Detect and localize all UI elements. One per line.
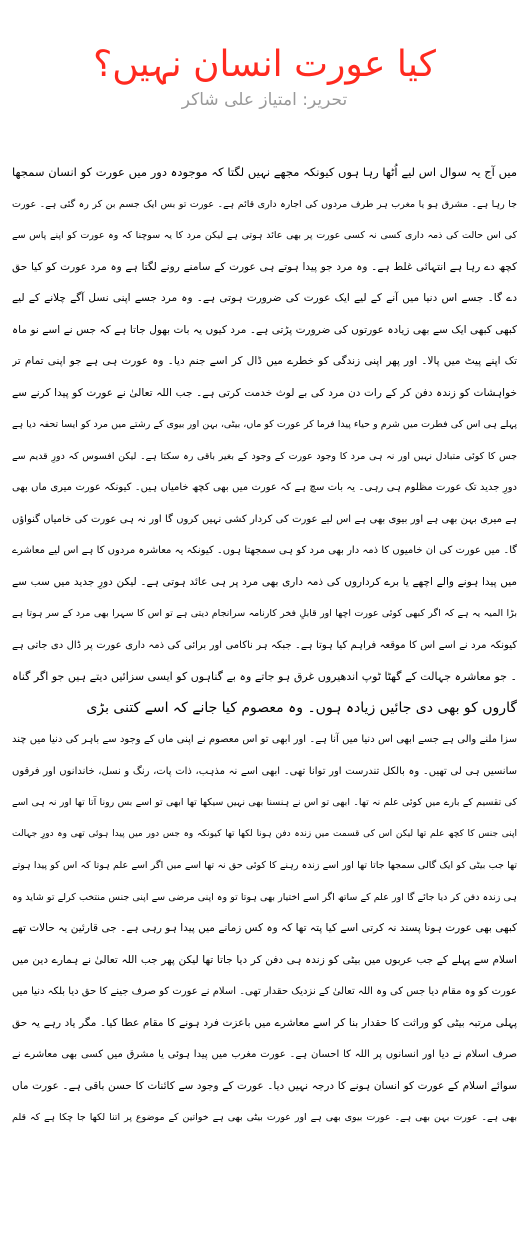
article-line: پہلے ہی اس کی فطرت میں شرم و حیاء پیدا فرما کر عورت کو ماں، بیٹی، بہن اور بیوی کے رشتے میں مرد کو ایسا تحفہ دیا ہے [12, 419, 517, 430]
article-line: بھی ہے۔ عورت بہن بھی ہے۔ عورت بیوی بھی ہے اور عورت بیٹی بھی ہے خواتین کے موضوع پر اتنا لکھا جا چکا ہے کہ قلم [12, 1112, 517, 1123]
article-line: جا رہا ہے۔ مشرق ہو یا مغرب ہر طرف مردوں کی اجارہ داری قائم ہے۔ عورت تو بس ایک جسم بن کر رہ گئی ہے۔ عورت [12, 198, 517, 210]
article-line: کچھ دے رہا ہے انتہائی غلط ہے۔ وہ مرد جو پیدا ہوتے ہی عورت کے سامنے رونے لگتا ہے وہ مرد عورت کو کیا حق [12, 260, 517, 273]
article-line: کبھی بھی عورت ہونا پسند نہ کرتی اسے کیا پتہ تھا کہ وہ کس زمانے میں پیدا ہو رہی ہے۔ جی قارئین یہ حالات تھے [12, 922, 517, 934]
article-line: اپنی جنس کا کچھ علم تھا لیکن اس کی قسمت میں زندہ دفن ہونا لکھا تھا کیونکہ وہ جس دور میں پیدا ہوئی تھی وہ دورِ جہالت [12, 828, 517, 839]
article-line: کیونکہ مرد نے اسے اس کا موقعہ فراہم کیا ہوتا ہے۔ جبکہ ہر ناکامی اور برائی کی ذمہ داری عورت پر ڈال دی جاتی ہے [12, 639, 517, 651]
article-line: گا۔ میں عورت کی ان خامیوں کا ذمہ دار بھی مرد کو ہی سمجھتا ہوں۔ کیونکہ یہ معاشرہ مردوں کا ہے اس لیے معاشرے [12, 545, 517, 556]
article-line: عورت کو وہ مقام دیا جس کی وہ اللہ تعالیٰ کے نزدیک حقدار تھی۔ اسلام نے عورت کو صرف جینے کا حق دیا بلکہ دنیا میں [12, 986, 517, 997]
article-line: میں پیدا ہونے والے اچھے یا برے کرداروں کی ذمہ داری بھی مرد پر ہی عائد ہوتی ہے۔ لیکن دورِ جدید میں سب سے [12, 575, 517, 588]
article-author: تحریر: امتیاز علی شاکر [181, 90, 348, 110]
article-line: گاروں کو بھی دی جائیں زیادہ ہوں۔ وہ معصوم کیا جانے کہ اسے کتنی بڑی [86, 699, 517, 716]
article-line: ہی زندہ دفن کر دیا جائے گا اور علم کے ساتھ اگر اسے اختیار بھی ہوتا تو وہ اپنی مرضی سے اپنی جنس منتخب کرلے تو شاید وہ [12, 891, 517, 903]
article-line: خواہشات کو زندہ دفن کر کے رات دن مرد کی بے لوث خدمت کرتی ہے۔ جب اللہ تعالیٰ نے عورت کو پیدا کرنے سے [12, 386, 517, 399]
article-line: بڑا المیہ یہ ہے کہ اگر کبھی کوئی عورت اچھا اور قابلِ فخر کارنامہ سرانجام دیتی ہے تو اس کا سہرا بھی مرد کے سر ہوتا ہے [12, 608, 517, 619]
article-line: تک اپنے پیٹ میں پالا۔ اور پھر اپنی زندگی کو خطرے میں ڈال کر اسے جنم دیا۔ وہ عورت ہی ہے جو اپنی تمام تر [12, 355, 517, 367]
article-line: تھا جب بیٹی کو ایک گالی سمجھا جاتا تھا اور اسے زندہ رہنے کا کوئی حق نہ تھا اسے میں اگر اسے علم ہوتا کہ اس کو پیدا ہوتے [12, 860, 517, 871]
article-line: ہے میری بہن بھی ہے اور بیوی بھی ہے اس لیے عورت کی کردار کشی نہیں کروں گا اور نہ ہی عورت کی خامیاں گنواؤں [12, 513, 517, 525]
article-line: اسلام سے پہلے کے جب عربوں میں بیٹی کو زندہ ہی دفن کر دیا جاتا تھا لیکن پھر جب اللہ تعالیٰ نے ہمارے دین میں [12, 953, 517, 966]
article-line: دورِ جدید تک عورت مظلوم ہی رہی۔ یہ بات سچ ہے کہ عورت میں بھی کچھ خامیاں ہیں۔ کیونکہ عورت میری ماں بھی [12, 482, 517, 493]
article-line: میں آج یہ سوال اس لیے اُٹھا رہا ہوں کیونکہ مجھے نہیں لگتا کہ موجودہ دور میں عورت کو انسان سمجھا [12, 165, 517, 179]
article-line: کی تقسیم کے بارے میں کوئی علم نہ تھا۔ ابھی تو اس نے ہنسنا بھی نہیں سیکھا تھا ابھی تو اسے بس رونا آتا تھا اور نہ ہی اسے [12, 797, 517, 808]
article-title: کیا عورت انسان نہیں؟ [93, 44, 436, 85]
article-line: صرف اسلام نے دیا اور انسانوں پر اللہ کا احسان ہے۔ عورت مغرب میں پیدا ہوئی یا مشرق میں کسی بھی معاشرے نے [12, 1049, 517, 1060]
article-line: کی اس حالت کی ذمہ داری کسی نہ کسی عورت پر بھی عائد ہوتی ہے لیکن مرد کا یہ سوچنا کہ وہ عورت کو اپنے پاس سے [12, 230, 517, 241]
article-line: سزا ملنے والی ہے جسے ابھی اس دنیا میں آنا ہے۔ اور ابھی تو اس معصوم نے اپنی ماں کے وجود سے باہر کی دنیا میں چند [12, 734, 517, 745]
article-line: سوائے اسلام کے عورت کو انسان ہونے کا درجہ نہیں دیا۔ عورت کے وجود سے کائنات کا حسن باقی ہے۔ عورت ماں [12, 1079, 517, 1092]
article-line: جس کا کوئی متبادل نہیں اور نہ ہی مرد کا وجود عورت کے وجود کے بغیر باقی رہ سکتا ہے۔ لیکن افسوس کہ دورِ قدیم سے [12, 450, 517, 462]
article-line: ۔ جو معاشرہ جہالت کے گھٹا ٹوپ اندھیروں غرق ہو جاتے وہ بے گناہوں کو ایسی سزائیں دیتے ہیں جو اگر گناہ [12, 670, 517, 683]
article-line: پہلی مرتبہ بیٹی کو وراثت کا حقدار بنا کر اسے معاشرے میں باعزت فرد ہونے کا مقام عطا کیا۔ مگر یاد رہے یہ حق [12, 1016, 517, 1029]
article-body [12, 157, 517, 1134]
article-line: سانسیں ہی لی تھیں۔ وہ بالکل تندرست اور توانا تھی۔ ابھی اسے نہ مذہب، ذات پات، رنگ و نسل، خاندانوں اور فرقوں [12, 765, 517, 777]
article-line: کبھی کبھی ایک سے بھی زیادہ عورتوں کی ضرورت پڑتی ہے۔ مرد کیوں یہ بات بھول جاتا ہے کہ جس نے اسے نو ماہ [12, 323, 517, 336]
article-line: دے گا۔ جسے اس دنیا میں آنے کے لیے ایک عورت کی ضرورت ہوتی ہے۔ وہ مرد جسے اپنی نسل آگے چلانے کے لیے [12, 292, 517, 304]
